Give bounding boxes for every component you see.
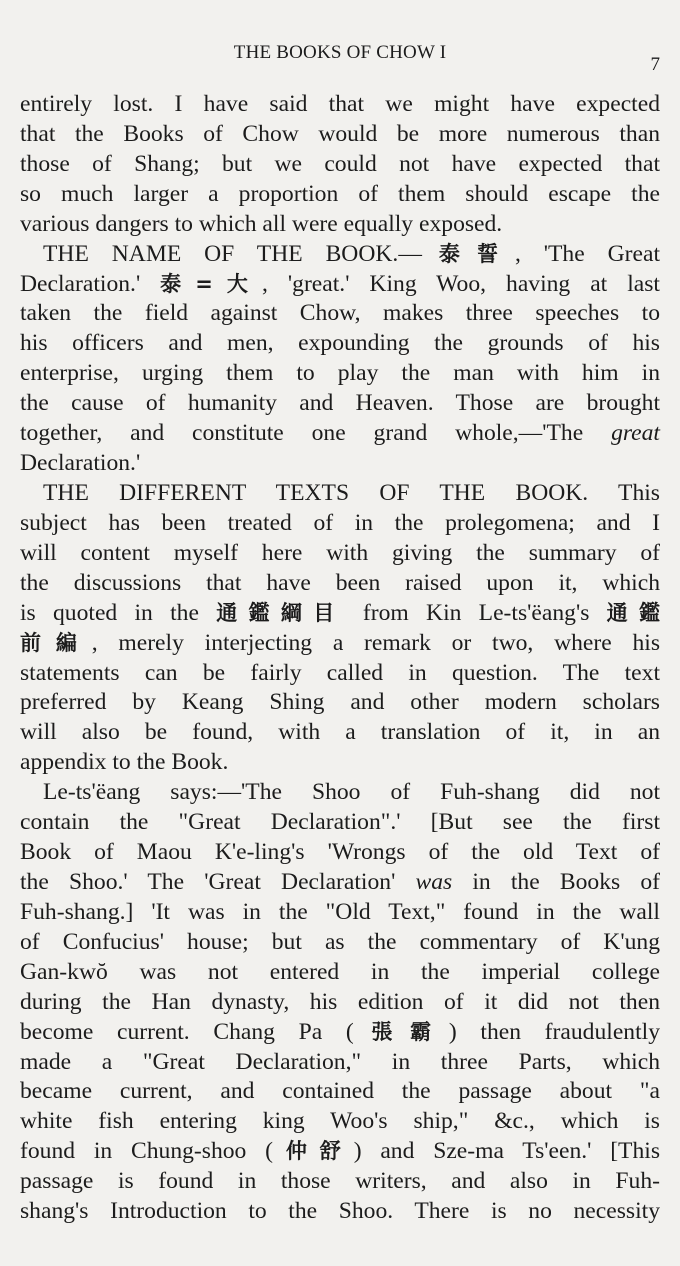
text-line: passage is found in those writers, and also in Fuh- xyxy=(20,1168,660,1195)
text-line: preferred by Keang Shing and other modern scholars xyxy=(20,689,660,716)
text-line: enterprise, urging them to play the man with him in xyxy=(20,360,660,387)
text-line: will also be found, with a translation of it, in an xyxy=(20,719,660,746)
text-line: together, and constitute one grand whole,—'The great xyxy=(20,420,660,447)
text-line: contain the "Great Declaration".' [But see the first xyxy=(20,809,660,836)
chinese-text: 仲舒 xyxy=(273,1139,354,1164)
running-title: THE BOOKS OF CHOW I xyxy=(233,42,447,63)
text-line: shang's Introduction to the Shoo. There is no necessity xyxy=(20,1198,660,1225)
text-line: 前編, merely interjecting a remark or two, where his xyxy=(20,629,661,656)
text-line: subject has been treated of in the prolegomena; and I xyxy=(20,509,660,536)
paragraph-end-line: various dangers to which all were equally exposed. xyxy=(20,210,503,237)
section-heading: THE DIFFERENT TEXTS OF THE BOOK. This xyxy=(43,479,660,506)
text-line: entirely lost. I have said that we might have expected xyxy=(20,91,660,117)
text-line: of Confucius' house; but as the commentary of K'ung xyxy=(20,928,660,955)
text-line: become current. Chang Pa (張霸) then fraudulently xyxy=(20,1018,660,1045)
text-line: Declaration.' 泰=大, 'great.' King Woo, having at last xyxy=(20,270,660,297)
text-line: so much larger a proportion of them should escape the xyxy=(20,180,660,207)
text-line: during the Han dynasty, his edition of it did not then xyxy=(20,988,660,1015)
text-line: white fish entering king Woo's ship," &c., which is xyxy=(20,1108,660,1135)
text-line: the discussions that have been raised upon it, which xyxy=(20,569,660,596)
chinese-text: 張霸 xyxy=(353,1019,449,1044)
chinese-text: 泰=大 xyxy=(160,271,263,296)
page-number: 7 xyxy=(650,54,660,75)
text-line: Le-ts'ëang says:—'The Shoo of Fuh-shang did not xyxy=(43,779,660,806)
text-line: Book of Maou K'e-ling's 'Wrongs of the old Text of xyxy=(20,839,660,866)
text-line: that the Books of Chow would be more numerous than xyxy=(20,120,660,147)
body-text xyxy=(20,90,660,1227)
section-heading: THE NAME OF THE BOOK.— xyxy=(43,240,422,267)
paragraph-end-line: appendix to the Book. xyxy=(20,749,229,776)
text-line: will content myself here with giving the summary of xyxy=(20,539,660,566)
chinese-text: 前編 xyxy=(20,630,92,655)
text-line: his officers and men, expounding the grounds of his xyxy=(20,330,660,357)
text-line: those of Shang; but we could not have expected that xyxy=(20,150,660,177)
paragraph-end-line: Declaration.' xyxy=(20,450,141,477)
chinese-text: 泰誓 xyxy=(421,241,515,266)
text-line: is quoted in the 通鑑綱目 from Kin Le-ts'ëang's 通鑑 xyxy=(20,599,661,626)
italic-word: was xyxy=(415,868,453,895)
text-line: became current, and contained the passage about "a xyxy=(20,1078,660,1105)
text-line: statements can be fairly called in question. The text xyxy=(20,659,660,686)
section-heading-line xyxy=(20,479,660,509)
text-line: Fuh-shang.] 'It was in the "Old Text," found in the wall xyxy=(20,898,660,925)
chinese-text: 通鑑綱目 xyxy=(216,600,346,625)
text-line: the cause of humanity and Heaven. Those are brought xyxy=(20,390,660,417)
chinese-text: 通鑑 xyxy=(606,600,661,625)
text-line: the Shoo.' The 'Great Declaration' was in the Books of xyxy=(20,868,660,895)
text-line: found in Chung-shoo (仲舒) and Sze-ma Ts'een.' [This xyxy=(20,1138,660,1165)
text-line: Gan-kwŏ was not entered in the imperial college xyxy=(20,958,660,985)
italic-word: great xyxy=(611,420,660,447)
text-line: taken the field against Chow, makes three speeches to xyxy=(20,300,660,327)
text-line: made a "Great Declaration," in three Parts, which xyxy=(20,1048,660,1075)
section-heading-line: THE NAME OF THE BOOK.—泰誓, 'The Great xyxy=(43,240,660,267)
